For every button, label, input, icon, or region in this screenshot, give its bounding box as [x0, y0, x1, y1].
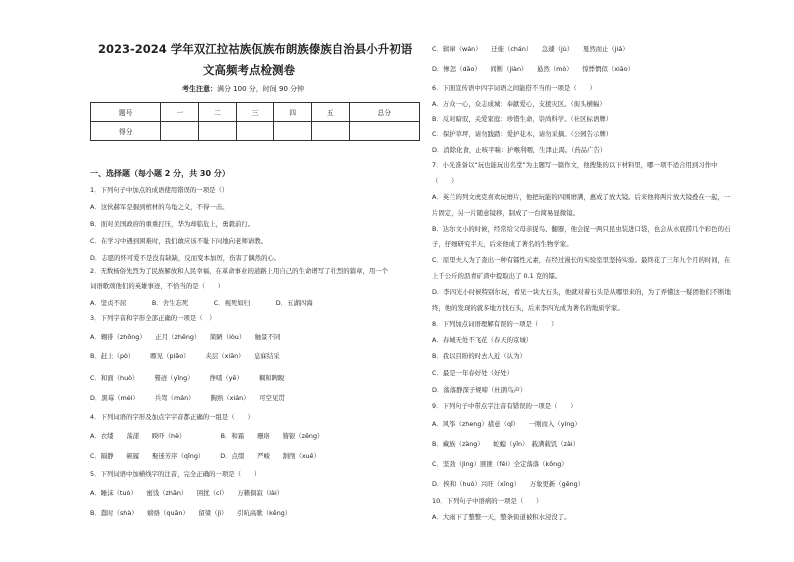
question-line: A．大雨下了整整一天，整条街道被积水浸没了。 [432, 513, 571, 521]
score-input-cell[interactable] [274, 122, 312, 141]
score-input-cell[interactable] [349, 122, 419, 141]
question-line: 2．无数杨俗先烈为了民族解放和人民幸福，在革命事业的道路上用自己的生命谱写了壮烈的篇章，用一个 [90, 267, 389, 275]
question-line: C．保护草坪，请勿践踏：爱护花木，请勿采摘。（公园告示牌） [432, 130, 613, 138]
question-line: C．在学习中遇到困难时，我们敢应该不耻下问地向老师请教。 [90, 237, 268, 245]
question-line: A．风筝（zheng）措意（qǐ） 一刚而入（yíng） [432, 420, 581, 428]
question-line: 上千公斤的沥青矿渣中提取出了 0.1 克的镭。 [432, 272, 562, 280]
question-line: B．蠢时（shà） 螃烙（quān） 留梁（jì） 引吭高歌（kēng） [90, 509, 292, 517]
question-line: 词语歌颂他们的英雄事迹，不恰当的是（ ） [90, 282, 225, 290]
question-line: D．黑莓（méi） 兵驾（mán） 胸熟（xián） 可空见贯 [90, 394, 285, 402]
question-line: D．惨怎（dāo） 间断（jiàn） 悬然（mò） 惊悸惘似（xiāo） [432, 65, 635, 73]
question-line: 5．下列词语中加横线字的注音，完全正确的一项是（ ） [90, 470, 261, 478]
question-line: C．坚劲（jìng）匪匪（fěi）全定落落（kōng） [432, 460, 568, 468]
question-line: B．反对暗驭，关爱家庭：珍惜生命，崇尚科学。（社区标语牌） [432, 115, 613, 123]
question-line: C．隔静 顿履 娶迷芳序（qǐng） D．点缀 严峻 割削（xuē） [90, 452, 320, 460]
score-input-cell[interactable] [161, 122, 199, 141]
score-input-cell[interactable] [199, 122, 237, 141]
exam-note-text: 满分 100 分，时间 90 分钟 [217, 85, 305, 93]
question-line: C．和面（huò） 蓦迹（yǐng） 挣喳（yē） 稠和睥睨 [90, 374, 285, 382]
question-line: D．李四光小时候特别尔玩，看见一块大石头，他就对着石头是从哪里来的，为了弄懂这一疑团他们不断地 [432, 288, 731, 296]
question-line: C．最是一年春好处（好处） [432, 369, 514, 377]
question-line: D．挨和（huò）兴旺（xīng） 万象更新（gēng） [432, 480, 585, 488]
question-line: D．消除化食，止咳平喘：护喉利咽，生津止渴。（药品广告） [432, 146, 607, 154]
question-line: 终，他的发现的就多地方找石头，后来李四光成为著名的地质学家。 [432, 304, 624, 312]
score-header-cell: 四 [274, 103, 312, 122]
question-line: 9．下列句子中带点字注音有错误的一项是（ ） [432, 402, 577, 410]
question-line: 10．下列句子中语病的一项是（ ） [432, 497, 543, 505]
score-header-cell: 二 [199, 103, 237, 122]
question-line: 4．下列词语的字形及加点字字音都正确的一组是（ ） [90, 413, 254, 421]
score-header-cell: 题号 [91, 103, 161, 122]
question-line: A．睡沫（tuò） 蜜饯（zhān） 困扰（cí） 万籁俱寂（lài） [90, 489, 284, 497]
question-line: 6．下面宣传语中四字词语之间能搭不当的一项是（ ） [432, 84, 596, 92]
question-line: A．坚贞不屈 B．舍生忘死 C．视死如归 D．五湖四海 [90, 299, 313, 307]
question-line: （ ） [432, 177, 458, 185]
question-line: D．落落静深子规啼（杜鹃鸟声） [432, 386, 527, 394]
score-input-cell[interactable] [311, 122, 349, 141]
question-line: 1．下列句子中加点的成语使用错误的一项是（） [90, 186, 229, 194]
score-row-label: 得分 [91, 122, 161, 141]
score-header-cell: 一 [161, 103, 199, 122]
question-line: 子，仔细研究半天，后来他成了著名的生物学家。 [432, 240, 573, 248]
exam-title-line1: 2023-2024 学年双江拉祜族佤族布朗族傣族自治县小升初语 [98, 42, 413, 56]
question-line: A．万众一心，众志成城：奉献爱心，支援灾区。（街头横幅） [432, 100, 606, 108]
question-line: B．我以目盼的时去人近（认为） [432, 352, 526, 360]
question-line: 3．下列字音和字形全部正确的一项是（ ） [90, 314, 216, 322]
question-line: A．英兰的列文虎克喜欢玩磨片，他把玩能的四围磨满，惠成了放大镜。后来他将两片放大镜叠在一起，一 [432, 193, 731, 201]
question-line: A．翱徘（zhōng） 正月（zhēng） 简陋（lòu） 触景不同 [90, 333, 281, 341]
question-line: 8．下列加点词语理解有误的一项是（ ） [432, 320, 558, 328]
question-line: B．赶上（pò） 瞟见（piǎo） 夹层（xiān） 息寐结采 [90, 352, 280, 360]
question-line: C．原里夫人为了查出一种有镭性元素，在经过漫长的实验室里坚持实验。最终花了三年九个月的时间，在 [432, 256, 731, 264]
score-header-cell: 三 [236, 103, 274, 122]
question-line: 7．小光准备以“玩也能玩出名堂”为主题写一篇作文，他搜集的以下材料里，哪一项不适合用到习作中 [432, 161, 718, 169]
section-heading-choice: 一、选择题（每小题 2 分，共 30 分） [90, 169, 230, 178]
question-line: A．春城无处不飞花（春天的京城） [432, 336, 533, 344]
score-table-score-row [91, 122, 420, 141]
score-table-header-row [91, 103, 420, 122]
question-line: 片固定，另一片随意镜移，制成了一台简易显微镜。 [432, 209, 579, 217]
question-line: D．志愿的怀可爱不是没有缺缺，反而变本加厉，伤害了偶然的心。 [90, 254, 281, 262]
exam-note [182, 84, 304, 94]
question-line: B．面对美国政府的重重打压，华为却临危上，勇毅前行。 [90, 220, 255, 228]
question-line: B．藏族（zàng） 蛇螅（yǐn） 载满载饥（zài） [432, 440, 580, 448]
score-header-cell: 五 [311, 103, 349, 122]
exam-note-label: 考生注意： [182, 85, 217, 93]
score-input-cell[interactable] [236, 122, 274, 141]
question-line: A．衣缕 荡漾 睽吓（hè） B．和霜 珊珞 簪银（zēng） [90, 432, 324, 440]
question-line: C．辑窜（wán） 迁徙（chán） 急遽（jù） 戛然而止（jiá） [432, 45, 629, 53]
score-header-cell: 总分 [349, 103, 419, 122]
question-line: B．达尔文小的时候，经常给父母亲捉鸟、翻器，他会捉一两只昆虫装进口袋，也会从水底捞几个彩色的石 [432, 225, 731, 233]
score-table [90, 102, 420, 141]
exam-title-line2: 文高频考点检测卷 [203, 63, 295, 77]
question-line: A．这伙赫军是掘到棺材的乌龟之义，不得一击。 [90, 203, 229, 211]
